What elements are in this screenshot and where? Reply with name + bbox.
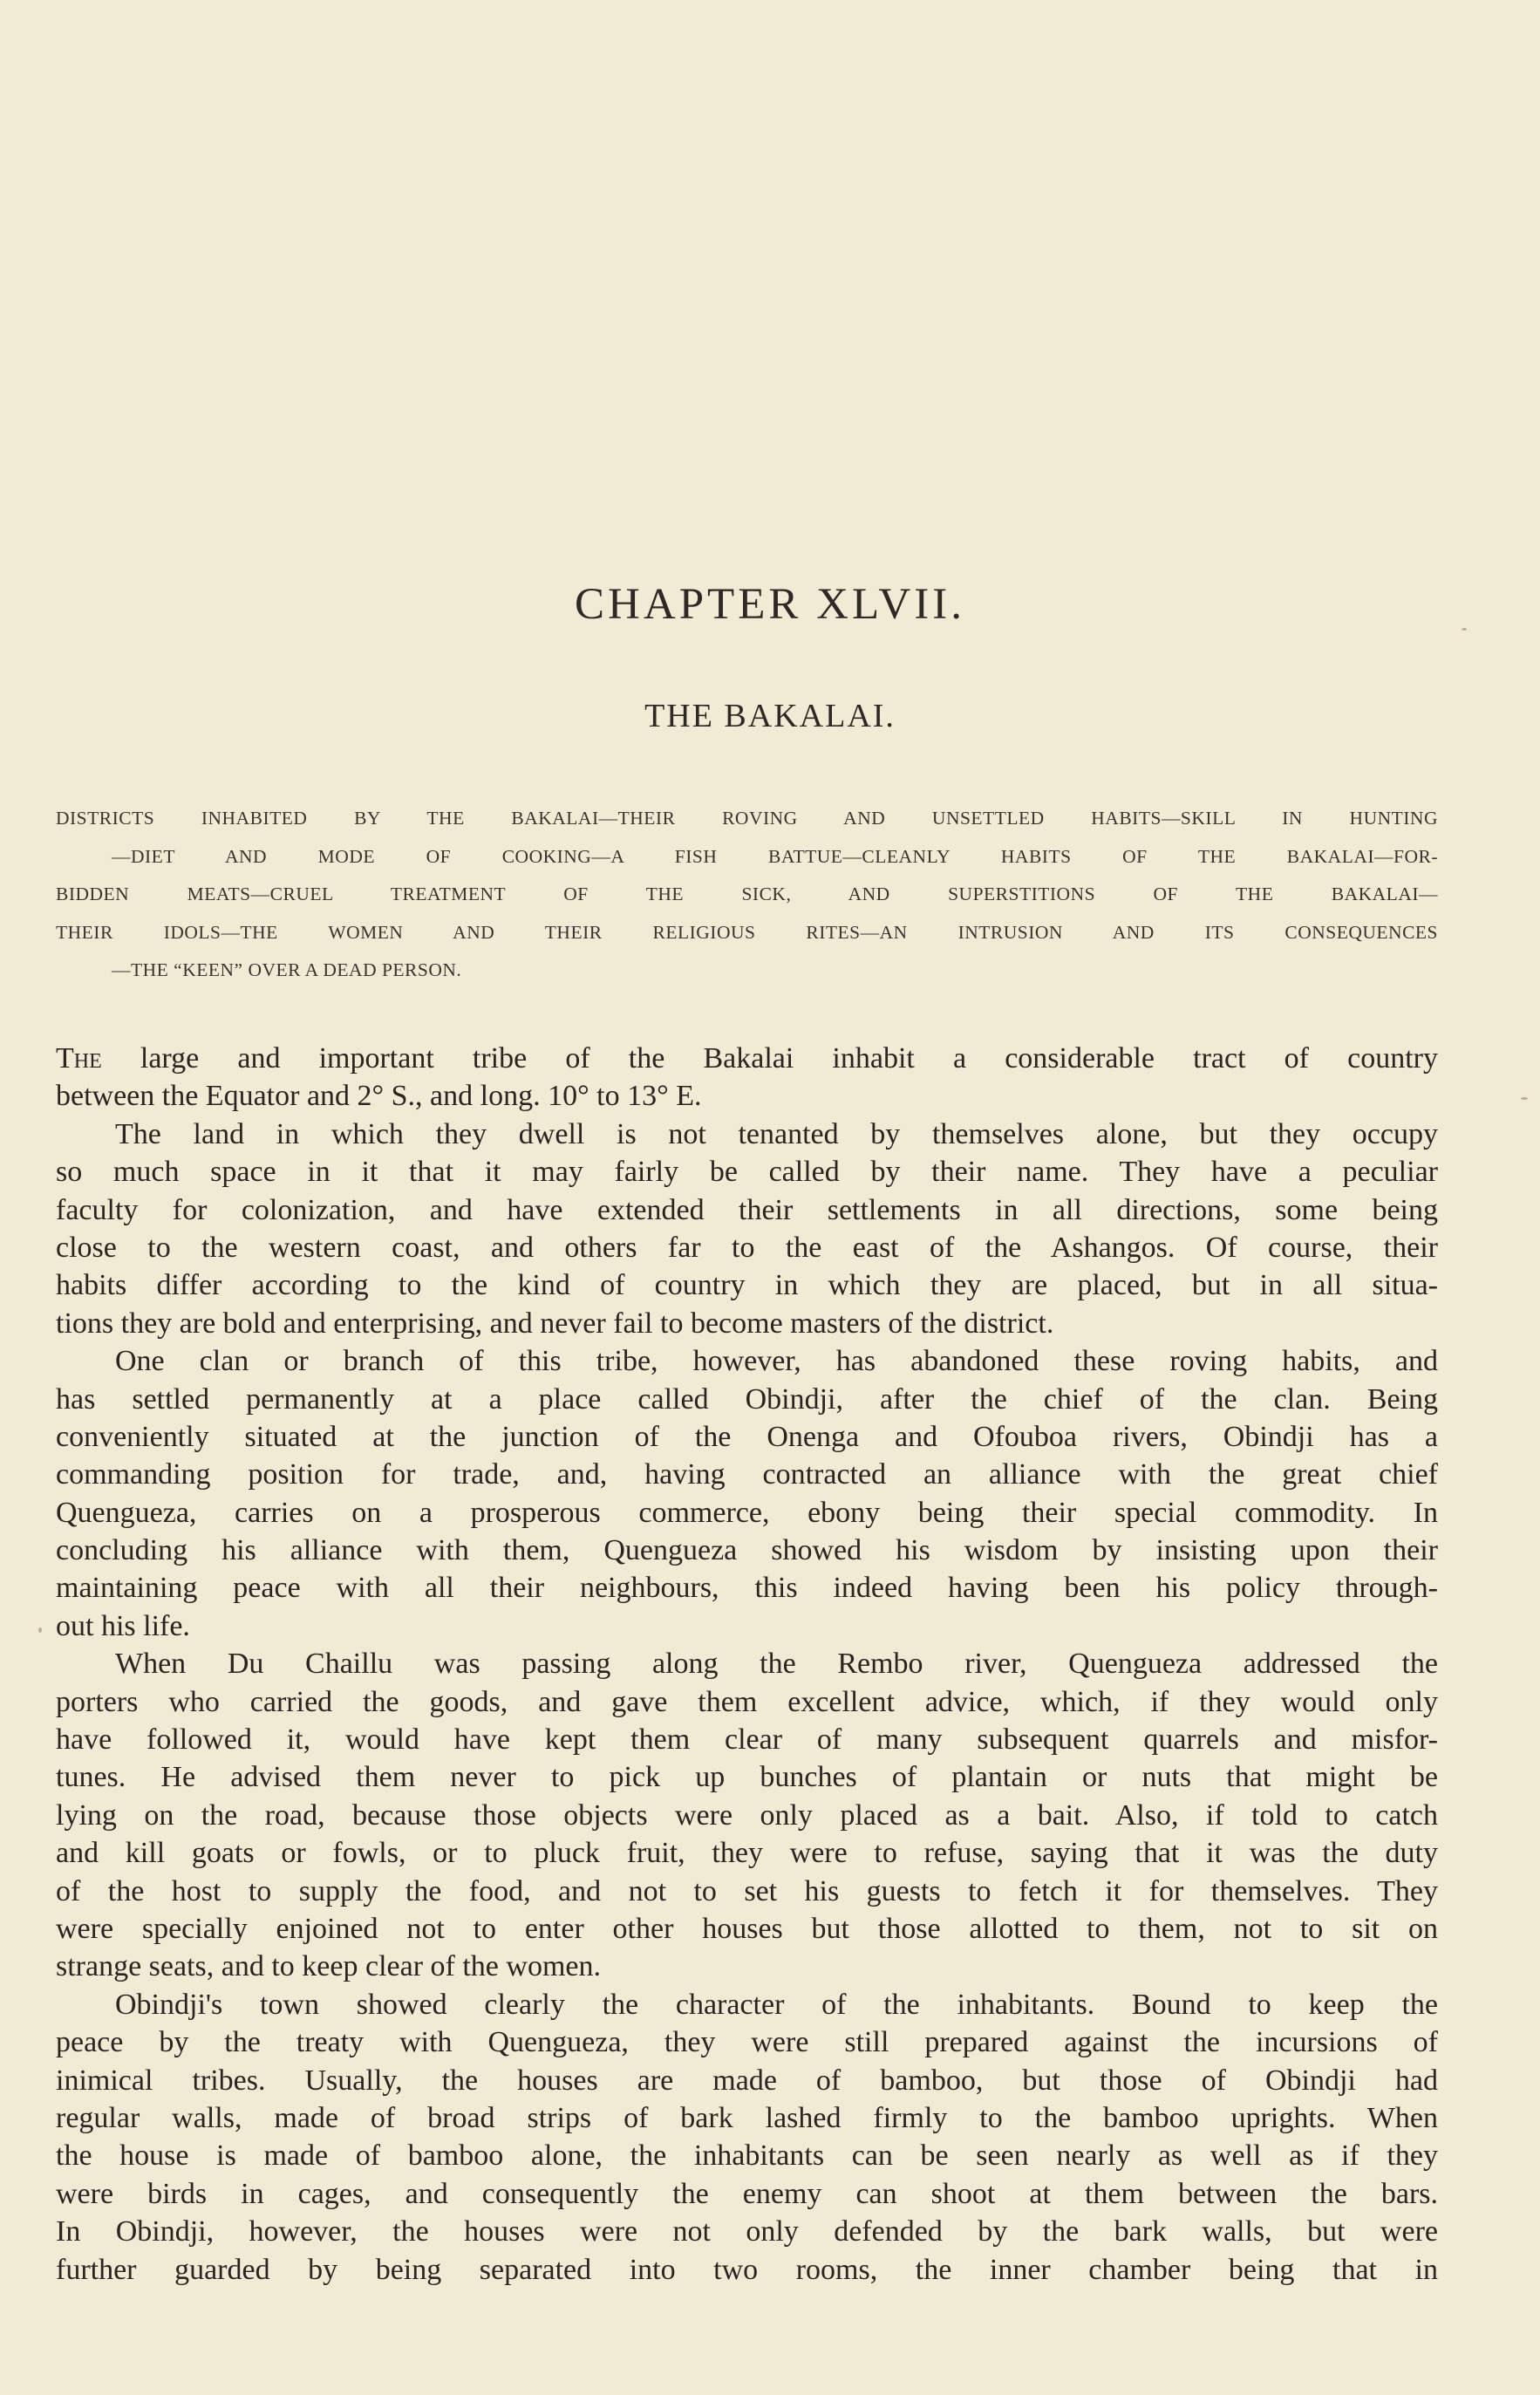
chapter-synopsis xyxy=(56,800,1438,990)
paper-speck xyxy=(1521,1097,1528,1100)
body-line: inimical tribes. Usually, the houses are made of bamboo, but those of Obindji had xyxy=(56,2064,1438,2097)
body-line: peace by the treaty with Quengueza, they were still prepared against the incursions of xyxy=(56,2026,1438,2059)
body-line: between the Equator and 2° S., and long. 10° to 13° E. xyxy=(56,1080,702,1113)
body-line: tions they are bold and enterprising, and never fail to become masters of the district. xyxy=(56,1307,1054,1340)
body-line: One clan or branch of this tribe, however, has abandoned these roving habits, and xyxy=(115,1345,1438,1378)
body-line: Quengueza, carries on a prosperous commerce, ebony being their special commodity. In xyxy=(56,1496,1438,1529)
body-line: were birds in cages, and consequently the enemy can shoot at them between the bars. xyxy=(56,2177,1438,2210)
body-line: lying on the road, because those objects were only placed as a bait. Also, if told to catch xyxy=(56,1798,1438,1832)
body-line: When Du Chaillu was passing along the Rembo river, Quengueza addressed the xyxy=(115,1648,1438,1681)
paper-speck xyxy=(1462,628,1467,631)
body-line: conveniently situated at the junction of the Onenga and Ofouboa rivers, Obindji has a xyxy=(56,1420,1438,1453)
body-line-text: large and important tribe of the Bakalai inhabit a considerable tract of country xyxy=(101,1042,1438,1075)
body-line: tunes. He advised them never to pick up bunches of plantain or nuts that might be xyxy=(56,1761,1438,1794)
body-line: habits differ according to the kind of country in which they are placed, but in all situa- xyxy=(56,1269,1438,1302)
body-line xyxy=(56,1040,1438,1077)
synopsis-line: THEIR IDOLS—THE WOMEN AND THEIR RELIGIOUS RITES—AN INTRUSION AND ITS CONSEQUENCES xyxy=(56,921,1438,943)
paper-speck xyxy=(38,1627,42,1633)
body-text xyxy=(56,1040,1438,2289)
synopsis-line: BIDDEN MEATS—CRUEL TREATMENT OF THE SICK, AND SUPERSTITIONS OF THE BAKALAI— xyxy=(56,884,1438,904)
body-line: the house is made of bamboo alone, the inhabitants can be seen nearly as well as if they xyxy=(56,2139,1438,2173)
body-line: In Obindji, however, the houses were not only defended by the bark walls, but were xyxy=(56,2215,1438,2248)
body-line: strange seats, and to keep clear of the women. xyxy=(56,1950,601,1983)
body-line: concluding his alliance with them, Quengueza showed his wisdom by insisting upon their xyxy=(56,1534,1438,1567)
chapter-subtitle: THE BAKALAI. xyxy=(644,698,896,734)
synopsis-line: —THE “KEEN” OVER A DEAD PERSON. xyxy=(112,959,462,980)
body-line: maintaining peace with all their neighbours, this indeed having been his policy through- xyxy=(56,1572,1438,1605)
body-line: and kill goats or fowls, or to pluck fruit, they were to refuse, saying that it was the duty xyxy=(56,1837,1438,1870)
body-line: Obindji's town showed clearly the character of the inhabitants. Bound to keep the xyxy=(115,1988,1438,2021)
body-line: The land in which they dwell is not tenanted by themselves alone, but they occupy xyxy=(115,1117,1438,1150)
body-line: so much space in it that it may fairly be called by their name. They have a peculiar xyxy=(56,1156,1438,1189)
body-line: commanding position for trade, and, having contracted an alliance with the great chief xyxy=(56,1458,1438,1491)
body-line: faculty for colonization, and have extended their settlements in all directions, some being xyxy=(56,1193,1438,1226)
body-line: were specially enjoined not to enter other houses but those allotted to them, not to sit on xyxy=(56,1912,1438,1945)
body-line: further guarded by being separated into two rooms, the inner chamber being that in xyxy=(56,2253,1438,2286)
body-line: close to the western coast, and others far to the east of the Ashangos. Of course, their xyxy=(56,1231,1438,1264)
body-line: have followed it, would have kept them clear of many subsequent quarrels and misfor- xyxy=(56,1723,1438,1757)
synopsis-line: —DIET AND MODE OF COOKING—A FISH BATTUE—CLEANLY HABITS OF THE BAKALAI—FOR- xyxy=(112,845,1438,867)
chapter-heading: CHAPTER XLVII. xyxy=(575,580,965,629)
body-line: out his life. xyxy=(56,1609,190,1642)
synopsis-line: DISTRICTS INHABITED BY THE BAKALAI—THEIR ROVING AND UNSETTLED HABITS—SKILL IN HUNTING xyxy=(56,808,1438,829)
opening-word: The xyxy=(56,1042,102,1075)
body-line: of the host to supply the food, and not to set his guests to fetch it for themselves. They xyxy=(56,1874,1438,1907)
body-line: has settled permanently at a place called Obindji, after the chief of the clan. Being xyxy=(56,1382,1438,1416)
body-line: regular walls, made of broad strips of bark lashed firmly to the bamboo uprights. When xyxy=(56,2101,1438,2134)
body-line: porters who carried the goods, and gave them excellent advice, which, if they would only xyxy=(56,1685,1438,1718)
